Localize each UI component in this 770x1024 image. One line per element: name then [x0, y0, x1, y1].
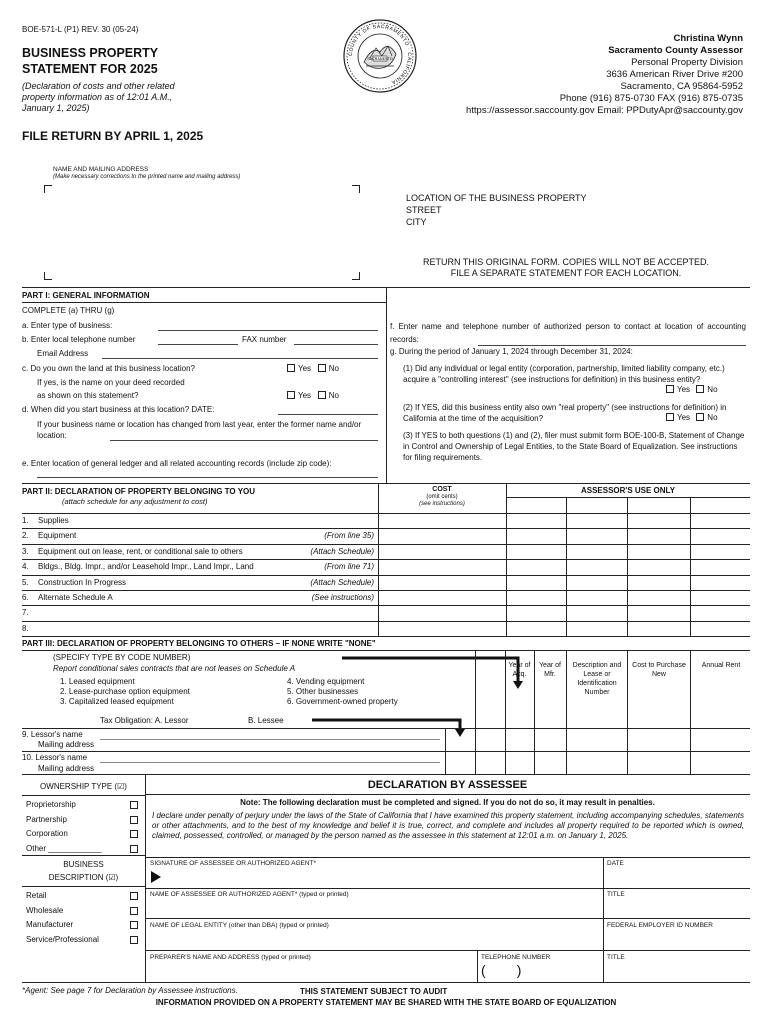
part2-cost-field[interactable] [380, 576, 504, 589]
title2-field[interactable] [607, 963, 747, 979]
date-field[interactable] [607, 868, 747, 886]
ownership-checkbox[interactable] [130, 801, 138, 809]
return-notice [390, 257, 742, 279]
p3-col-4 [566, 650, 567, 774]
row10-mailing: Mailing address [38, 764, 95, 773]
address-line1: 3636 American River Drive #200 [606, 69, 743, 80]
ledger-location-field[interactable] [37, 477, 378, 478]
ownership-label: Other ____________ [26, 843, 102, 853]
assessor-contact [423, 33, 743, 117]
fax-label: FAX number [242, 335, 287, 344]
q-c-note: If yes, is the name on your deed recorded [37, 378, 185, 387]
file-by-deadline: FILE RETURN BY APRIL 1, 2025 [22, 129, 204, 143]
name-address-label: NAME AND MAILING ADDRESS [53, 166, 149, 173]
corner-mark-br [352, 272, 360, 280]
phone-fax: Phone (916) 875-0730 FAX (916) 875-0735 [559, 93, 743, 104]
row9-top-rule [22, 728, 750, 729]
part2-row-number: 3. [22, 546, 29, 556]
fein-label: FEDERAL EMPLOYER ID NUMBER [607, 922, 713, 929]
biz-title2: DESCRIPTION (☑) [48, 873, 119, 882]
sharing-notice: INFORMATION PROVIDED ON A PROPERTY STATEMENT MAY BE SHARED WITH THE STATE BOARD OF EQUALIZATION [155, 998, 617, 1007]
name-top-rule [145, 888, 750, 889]
business-option[interactable] [26, 918, 141, 933]
lessee-label: B. Lessee [248, 716, 284, 725]
signature-label: SIGNATURE OF ASSESSEE OR AUTHORIZED AGENT* [150, 860, 317, 867]
part3-title-rule [22, 650, 750, 651]
part1-title: PART I: GENERAL INFORMATION [22, 291, 150, 300]
address-line2: Sacramento, CA 95864-5952 [620, 81, 743, 92]
business-checkbox[interactable] [130, 907, 138, 915]
tax-obligation: Tax Obligation: A. Lessor [100, 716, 189, 725]
agent-name-field[interactable] [150, 900, 599, 916]
col-year-mfr: Year of Mfr. [539, 662, 561, 678]
business-label: Retail [26, 891, 47, 900]
p3-col-1 [475, 650, 476, 774]
part2-row-label: Alternate Schedule A [38, 593, 113, 602]
p3-col-5 [627, 650, 628, 774]
no-label: No [707, 385, 718, 394]
spacer [22, 430, 382, 444]
no-label: No [328, 364, 339, 373]
declaration-bottom-rule [22, 982, 750, 983]
biz-desc-title [22, 858, 145, 884]
code-1: 1. Leased equipment [60, 677, 135, 686]
biz-top-rule [22, 855, 145, 856]
business-option[interactable] [26, 933, 141, 948]
seal-ring-text: COUNTY OF SACRAMENTO · CALIFORNIA [347, 23, 413, 86]
q-c2-options [287, 391, 339, 400]
control-yes-checkbox[interactable] [666, 385, 674, 393]
part2-row-label: Supplies [38, 516, 69, 525]
corner-mark-tr [352, 185, 360, 193]
return-line2: FILE A SEPARATE STATEMENT FOR EACH LOCATION. [450, 268, 682, 278]
q-f-label: f. Enter name and telephone number of authorized person to contact at location of accounting records: [390, 322, 746, 344]
declaration-note: Note: The following declaration must be completed and signed. If you do not do so, it may result in penalties. [240, 798, 655, 807]
part3-top-rule [22, 636, 750, 637]
corner-mark-tl [44, 185, 52, 193]
col-description: Description and Lease or Identification Number [572, 662, 622, 696]
part2-cost-field[interactable] [380, 514, 504, 527]
web-email: https://assessor.saccounty.gov Email: PPDutyApr@saccounty.gov [466, 105, 743, 116]
control-no-checkbox[interactable] [696, 385, 704, 393]
part2-row-number: 4. [22, 562, 29, 572]
q-g2-options [666, 413, 718, 422]
city-label: CITY [406, 217, 427, 227]
part2-row-label: Equipment out on lease, rent, or conditional sale to others [38, 546, 243, 556]
col-annual-rent: Annual Rent [701, 662, 741, 669]
q-g-label: g. During the period of January 1, 2024 through December 31, 2024: [390, 347, 633, 356]
telephone-field[interactable]: ( ) [481, 962, 522, 978]
business-label: Wholesale [26, 905, 64, 915]
part2-col-a3 [690, 497, 691, 636]
declaration-title: DECLARATION BY ASSESSEE [367, 779, 528, 791]
corner-mark-bl [44, 272, 52, 280]
return-line1: RETURN THIS ORIGINAL FORM. COPIES WILL NOT BE ACCEPTED. [422, 257, 710, 267]
ownership-title-rule [22, 795, 145, 796]
report-note: Report conditional sales contracts that are not leases on Schedule A [53, 664, 296, 673]
part2-cost-field[interactable] [380, 545, 504, 558]
cost-note1: (omit cents) [426, 494, 458, 500]
assessor-title: Sacramento County Assessor [608, 45, 743, 56]
start-date-field[interactable] [278, 414, 378, 415]
code-3: 3. Capitalized leased equipment [60, 697, 174, 706]
q-g3-text: (3) If YES to both questions (1) and (2), filer must submit form BOE-100-B, Statement of Change in Control and Ownership of Legal Entities, to the State Board of Equalization. See instructions for filing requirements. [403, 431, 745, 462]
ownership-checkbox[interactable] [130, 816, 138, 824]
code-4: 4. Vending equipment [287, 677, 365, 686]
email-label: Email Address [37, 349, 89, 358]
part2-title: PART II: DECLARATION OF PROPERTY BELONGING TO YOU [22, 487, 256, 496]
yes-label: Yes [677, 385, 691, 394]
form-id: BOE-571-L (P1) REV. 30 (05-24) [22, 25, 139, 34]
business-label: Manufacturer [26, 920, 74, 929]
agent-footnote: *Agent: See page 7 for Declaration by Assessee instructions. [22, 986, 238, 995]
assessor-header-rule [506, 497, 750, 498]
signature-field[interactable] [165, 868, 599, 886]
q-c-options [287, 364, 339, 373]
title-label: TITLE [607, 891, 625, 898]
fax-field[interactable] [294, 344, 378, 345]
row10-top-rule [22, 751, 750, 752]
ownership-option[interactable] [26, 798, 141, 813]
form-subtitle: (Declaration of costs and other related property information as of 12:01 A.M., January 1, 2025) [22, 81, 175, 113]
street-label: STREET [406, 205, 442, 215]
row9-mailing: Mailing address [38, 740, 95, 749]
part1-divider [386, 287, 387, 483]
form-title-line1: BUSINESS PROPERTY [22, 46, 159, 60]
declaration-text: I declare under penalty of perjury under the laws of the State of California that I have examined this property statement, including accompanying schedules, statements or other attachments, and to the best of my knowledge and belief it is true, correct, and complete and includes all property required to be reported which is owned, claimed, possessed, controlled, or managed by the person named as the assessee in this statement at 12:01 a.m. on January 1, 2025. [152, 811, 744, 840]
business-option[interactable] [26, 889, 141, 904]
preparer-field[interactable] [150, 963, 473, 979]
email-field[interactable] [102, 358, 378, 359]
preparer-top-rule [145, 950, 750, 951]
row10-label: 10. Lessor's name [22, 753, 88, 762]
q-g1-text: (1) Did any individual or legal entity (corporation, partnership, limited liability company, etc.) acquire a "controlling interest" (see instructions for definition) in this business entity? [403, 364, 725, 384]
ownership-option[interactable] [26, 842, 141, 857]
deed-yes-checkbox[interactable] [287, 391, 295, 399]
agent-name-label: NAME OF ASSESSEE OR AUTHORIZED AGENT* (typed or printed) [150, 891, 349, 898]
assessor-name: Christina Wynn [673, 33, 743, 44]
business-checkbox[interactable] [130, 921, 138, 929]
lessor-name-10-field[interactable] [100, 762, 440, 763]
part2-row-reference: (From line 35) [324, 531, 374, 541]
part2-cost-field[interactable] [380, 622, 504, 635]
code-6: 6. Government-owned property [287, 697, 398, 706]
form-title-line2: STATEMENT FOR 2025 [22, 62, 158, 76]
row9-label: 9. Lessor's name [22, 730, 83, 739]
part2-row-label: Bldgs., Bldg. Impr., and/or Leasehold Impr., Land Impr., Land [38, 562, 254, 572]
part2-cost-field[interactable] [380, 529, 504, 542]
tel-divider [477, 950, 478, 982]
business-type-field[interactable] [158, 330, 378, 331]
county-seal [342, 18, 418, 94]
fein-field[interactable] [607, 931, 747, 947]
business-checkbox[interactable] [130, 892, 138, 900]
part2-row-number: 5. [22, 577, 29, 587]
land-yes-checkbox[interactable] [287, 364, 295, 372]
realprop-no-checkbox[interactable] [696, 413, 704, 421]
part1-title-rule [22, 302, 386, 303]
name-address-note: (Make necessary corrections to the printed name and mailing address) [53, 174, 241, 180]
q-b-label: b. Enter local telephone number [22, 335, 136, 344]
ownership-label: Corporation [26, 829, 68, 838]
yes-label: Yes [298, 391, 312, 400]
q-e-label: e. Enter location of general ledger and all related accounting records (include zip code): [22, 459, 332, 468]
ownership-checkbox[interactable] [130, 830, 138, 838]
ownership-title: OWNERSHIP TYPE (☑) [40, 782, 127, 791]
part2-note: (attach schedule for any adjustment to cost) [62, 497, 208, 506]
part3-title: PART III: DECLARATION OF PROPERTY BELONGING TO OTHERS – IF NONE WRITE "NONE" [22, 639, 376, 648]
location-title: LOCATION OF THE BUSINESS PROPERTY [406, 193, 587, 203]
cost-note2: (see instructions) [419, 501, 465, 507]
code-5: 5. Other businesses [287, 687, 359, 696]
q-c-note2: as shown on this statement? [37, 391, 139, 400]
declaration-title-rule [145, 794, 750, 795]
code-arrow [340, 654, 530, 692]
assessor-use-header: ASSESSOR'S USE ONLY [580, 486, 676, 495]
part2-row-label: Equipment [38, 531, 77, 541]
part2-row-number: 6. [22, 593, 29, 602]
title2-label: TITLE [607, 954, 625, 961]
col-year-acq: Year of Acq. [508, 662, 531, 678]
phone-field[interactable] [158, 344, 238, 345]
seal-inner-text: SACRAMENTO [367, 57, 393, 61]
telephone-label: TELEPHONE NUMBER [481, 954, 551, 961]
yes-label: Yes [677, 413, 691, 422]
q-d-label: d. When did you start business at this location? DATE: [22, 405, 215, 414]
biz-title-rule [22, 886, 145, 887]
legal-entity-field[interactable] [150, 931, 599, 947]
ownership-checkbox[interactable] [130, 845, 138, 853]
title-field[interactable] [607, 900, 747, 916]
part2-row-reference: (From line 71) [324, 562, 374, 572]
business-option[interactable] [26, 904, 141, 919]
legal-entity-label: NAME OF LEGAL ENTITY (other than DBA) (typed or printed) [150, 922, 329, 929]
part3-bottom-rule [22, 774, 750, 775]
part2-row-reference: (Attach Schedule) [310, 577, 374, 587]
mailing-address-area[interactable] [60, 195, 340, 265]
lessor-name-9-field[interactable] [100, 739, 440, 740]
q-a-label: a. Enter type of business: [22, 321, 113, 330]
q-d-note: If your business name or location has changed from last year, enter the former name and/or location: [37, 420, 362, 440]
date-label: DATE [607, 860, 624, 867]
business-list [26, 889, 141, 947]
part2-row-number: 8. [22, 623, 29, 633]
cost-header: COST [432, 486, 452, 493]
part2-row-number: 7. [22, 608, 29, 618]
part2-row-number: 1. [22, 516, 29, 525]
location-block [406, 192, 587, 228]
business-checkbox[interactable] [130, 936, 138, 944]
part2-col-a1 [566, 497, 567, 636]
sign-here-arrow-icon [150, 870, 162, 884]
specify-code: (SPECIFY TYPE BY CODE NUMBER) [53, 653, 191, 662]
preparer-label: PREPARER'S NAME AND ADDRESS (typed or printed) [150, 954, 311, 961]
part2-row-number: 2. [22, 531, 29, 541]
col-cost-new: Cost to Purchase New [632, 662, 686, 678]
land-no-checkbox[interactable] [318, 364, 326, 372]
sig-top-rule [145, 857, 750, 858]
q-g2-text: (2) If YES, did this business entity also own "real property" (see instructions for definition) in California at the time of the acquisition? [403, 403, 727, 423]
contact-person-field[interactable] [478, 345, 746, 346]
ownership-list [26, 798, 141, 856]
code-2: 2. Lease-purchase option equipment [60, 687, 190, 696]
ownership-option[interactable] [26, 813, 141, 828]
deed-no-checkbox[interactable] [318, 391, 326, 399]
no-label: No [707, 413, 718, 422]
part2-cost-field[interactable] [380, 606, 504, 619]
q-c-label: c. Do you own the land at this business location? [22, 364, 195, 373]
yes-label: Yes [298, 364, 312, 373]
complete-instruction: COMPLETE (a) THRU (g) [22, 306, 115, 315]
ownership-label: Proprietorship [26, 800, 76, 809]
business-label: Service/Professional [26, 934, 99, 944]
ownership-option[interactable] [26, 827, 141, 842]
ownership-label: Partnership [26, 814, 67, 824]
q-g1-options [666, 385, 718, 394]
part2-row-reference: (See instructions) [311, 593, 374, 602]
part2-row-reference: (Attach Schedule) [310, 546, 374, 556]
codes-col1 [60, 677, 190, 707]
division: Personal Property Division [631, 57, 743, 68]
part2-cost-field[interactable] [380, 560, 504, 573]
sig-col-divider [603, 857, 604, 982]
p3-col-6 [690, 650, 691, 774]
no-label: No [328, 391, 339, 400]
legal-top-rule [145, 918, 750, 919]
biz-title1: BUSINESS [63, 860, 104, 869]
part2-col-a2 [627, 497, 628, 636]
audit-notice: THIS STATEMENT SUBJECT TO AUDIT [300, 987, 448, 996]
part2-cost-field[interactable] [380, 591, 504, 604]
part2-row-label: Construction In Progress [38, 577, 127, 587]
part2-top-rule [22, 483, 750, 484]
realprop-yes-checkbox[interactable] [666, 413, 674, 421]
